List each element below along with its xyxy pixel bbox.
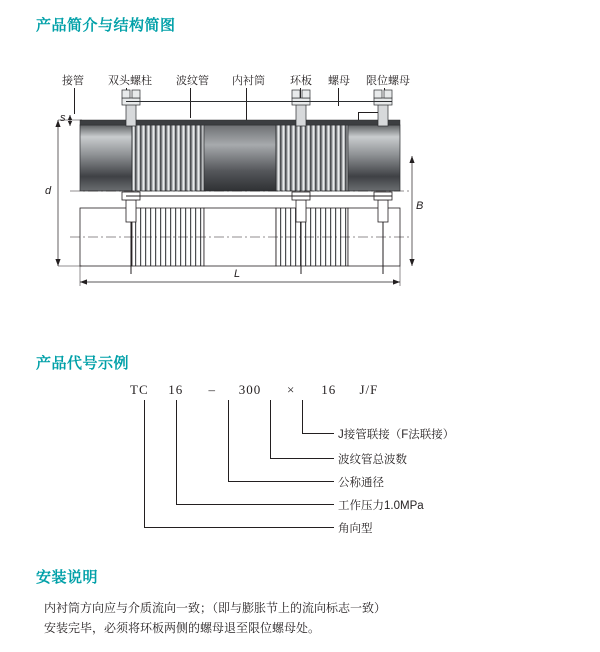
callout-label-0: 接管 bbox=[62, 75, 84, 87]
code-token-6: J/F bbox=[359, 382, 379, 397]
callout-label-2: 波纹管 bbox=[176, 75, 209, 87]
code-description-4: 角向型 bbox=[338, 523, 373, 535]
dimension-label-s: s bbox=[60, 112, 66, 124]
structure-diagram bbox=[40, 60, 560, 290]
code-leader-type-h bbox=[144, 527, 334, 528]
product-code-row bbox=[130, 382, 394, 398]
code-token-5: 16 bbox=[321, 382, 337, 397]
callout-label-6: 限位螺母 bbox=[366, 75, 410, 87]
code-leader-waves-h bbox=[270, 458, 334, 459]
code-token-4: × bbox=[287, 382, 296, 397]
install-instructions bbox=[44, 598, 386, 638]
code-description-1: 波纹管总波数 bbox=[338, 454, 407, 466]
code-description-2: 公称通径 bbox=[338, 477, 384, 489]
code-token-2: – bbox=[208, 382, 216, 397]
code-description-3: 工作压力1.0MPa bbox=[338, 500, 424, 512]
code-token-1: 16 bbox=[168, 382, 184, 397]
callout-label-4: 环板 bbox=[290, 75, 312, 87]
code-leader-pressure-h bbox=[176, 504, 334, 505]
dimension-label-B: B bbox=[416, 200, 424, 212]
section-title-code: 产品代号示例 bbox=[36, 355, 130, 372]
code-leader-jf bbox=[302, 400, 303, 434]
code-leader-waves bbox=[270, 400, 271, 459]
code-leader-dn-h bbox=[228, 481, 334, 482]
callout-label-5: 螺母 bbox=[328, 75, 350, 87]
code-leader-jf-h bbox=[302, 433, 334, 434]
code-leader-pressure bbox=[176, 400, 177, 505]
dimension-label-L: L bbox=[234, 268, 241, 280]
install-line-2: 安装完毕，必须将环板两侧的螺母退至限位螺母处。 bbox=[44, 621, 321, 635]
section-title-intro: 产品简介与结构简图 bbox=[36, 17, 176, 34]
section-title-install: 安装说明 bbox=[36, 569, 99, 586]
code-token-0: TC bbox=[130, 382, 149, 397]
expansion-joint-drawing bbox=[40, 60, 560, 290]
dimension-label-d: d bbox=[45, 185, 52, 197]
code-token-3: 300 bbox=[238, 382, 262, 397]
callout-label-3: 内衬筒 bbox=[232, 75, 265, 87]
install-line-1: 内衬筒方向应与介质流向一致；（即与膨胀节上的流向标志一致） bbox=[44, 601, 387, 615]
code-leader-dn bbox=[228, 400, 229, 482]
callout-label-1: 双头螺柱 bbox=[108, 75, 152, 87]
code-leader-type bbox=[144, 400, 145, 528]
code-description-0: J接管联接（F法联接） bbox=[338, 429, 455, 441]
